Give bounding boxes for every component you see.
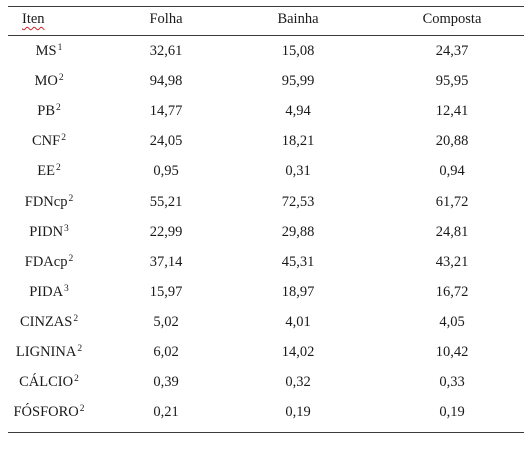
cell-folha: 24,05 [149,133,183,150]
cell-folha: 15,97 [149,283,183,300]
cell-folha: 0,95 [153,163,179,180]
row-item-label [4,102,94,120]
item-name: MO [34,73,58,90]
cell-composta: 12,41 [435,103,469,120]
item-footnote-marker: 2 [77,344,83,354]
cell-composta: 10,42 [435,344,469,360]
cell-composta: 61,72 [435,193,469,210]
table-header-rule [8,35,524,36]
cell-folha: 32,61 [149,43,183,59]
row-item-label [4,72,94,90]
cell-bainha: 4,94 [285,103,311,120]
cell-composta: 24,37 [435,43,469,59]
row-item-label [4,42,94,60]
item-footnote-marker: 2 [55,163,61,174]
cell-folha: 94,98 [149,73,183,90]
item-footnote-marker: 1 [57,43,63,53]
header-folha: Folha [149,11,183,27]
row-item-label [4,373,94,391]
header-bainha: Bainha [277,11,319,27]
cell-composta: 16,72 [435,283,469,300]
item-name: PIDA [29,283,64,300]
cell-composta: 0,19 [439,404,465,421]
item-footnote-marker: 3 [64,283,69,294]
cell-folha: 6,02 [153,344,179,360]
cell-bainha: 14,02 [281,344,315,360]
cell-bainha: 18,97 [281,283,315,300]
item-footnote-marker: 2 [73,313,79,324]
table-top-rule [8,6,524,7]
item-footnote-marker: 2 [74,374,79,385]
item-footnote-marker: 2 [68,193,74,204]
item-footnote-marker: 2 [58,73,64,84]
row-item-label [4,162,94,180]
cell-bainha: 0,32 [285,374,311,391]
cell-bainha: 18,21 [281,133,315,150]
cell-bainha: 0,31 [285,163,311,180]
item-name: EE [37,163,55,180]
item-name: CÁLCIO [19,374,74,391]
item-footnote-marker: 2 [56,103,61,114]
header-composta: Composta [422,11,482,27]
item-name: FÓSFORO [13,404,79,421]
table-bottom-rule [8,432,524,433]
cell-composta: 24,81 [435,223,469,240]
item-name: PB [37,103,55,120]
cell-bainha: 72,53 [281,193,315,210]
cell-composta: 20,88 [435,133,469,150]
item-name: LIGNINA [15,344,77,360]
item-name: PIDN [29,223,64,240]
cell-composta: 0,33 [439,374,465,391]
header-iten: Iten [22,11,45,27]
row-item-label [4,132,94,150]
row-item-label [4,403,94,421]
item-name: FDAcp [24,253,68,270]
row-item-label [4,313,94,331]
cell-bainha: 95,99 [281,73,315,90]
cell-bainha: 4,01 [285,313,311,330]
cell-bainha: 15,08 [281,43,315,59]
item-footnote-marker: 3 [64,223,69,234]
cell-folha: 14,77 [149,103,183,120]
cell-bainha: 29,88 [281,223,315,240]
cell-folha: 5,02 [153,313,179,330]
item-name: MS [35,43,57,59]
item-name: CNF [32,133,61,150]
item-name: FDNcp [24,193,68,210]
cell-folha: 0,21 [153,404,179,421]
cell-composta: 95,95 [435,73,469,90]
row-item-label [4,283,94,301]
row-item-label [4,253,94,271]
cell-folha: 0,39 [153,374,179,391]
cell-composta: 43,21 [435,253,469,270]
item-footnote-marker: 2 [79,404,85,415]
cell-composta: 4,05 [439,313,465,330]
cell-folha: 22,99 [149,223,183,240]
cell-folha: 55,21 [149,193,183,210]
cell-bainha: 0,19 [285,404,311,421]
item-footnote-marker: 2 [61,133,66,144]
cell-composta: 0,94 [439,163,465,180]
row-item-label [4,193,94,211]
item-name: CINZAS [19,313,73,330]
item-footnote-marker: 2 [68,253,74,264]
cell-folha: 37,14 [149,253,183,270]
row-item-label [4,223,94,241]
cell-bainha: 45,31 [281,253,315,270]
row-item-label [4,343,94,361]
